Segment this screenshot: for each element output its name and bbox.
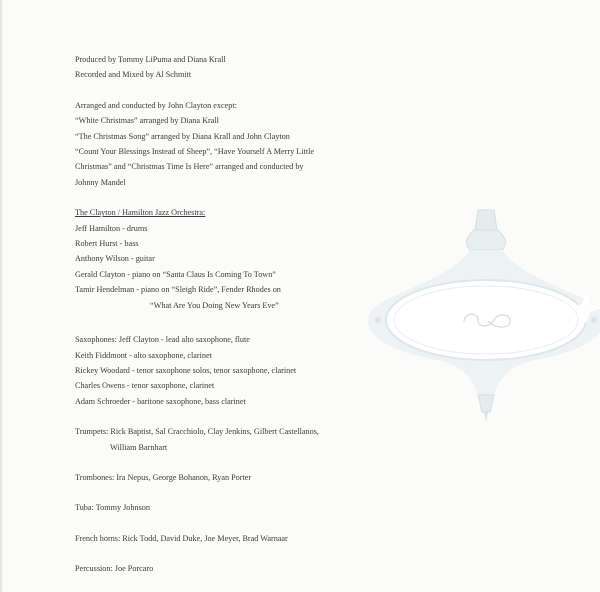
orchestra-member: Gerald Clayton - piano on “Santa Claus Is Coming To Town” <box>75 269 276 279</box>
page-fold-edge <box>0 0 2 592</box>
saxophone-line: Keith Fiddmont - alto saxophone, clarinet <box>75 350 212 360</box>
orchestra-member: Anthony Wilson - guitar <box>75 254 155 264</box>
arrangement-line: “White Christmas” arranged by Diana Krall <box>75 116 219 126</box>
christmas-ornament-icon <box>366 200 600 430</box>
tuba-line: Tuba: Tommy Johnson <box>75 503 150 513</box>
credits-block <box>75 52 395 577</box>
trumpets-line: Trumpets: Rick Baptist, Sal Cracchiolo, Clay Jenkins, Gilbert Castellanos, <box>75 427 319 437</box>
orchestra-member: “What Are You Doing New Years Eve” <box>150 300 279 310</box>
arrangement-line: Arranged and conducted by John Clayton except: <box>75 100 237 110</box>
saxophone-line: Rickey Woodard - tenor saxophone solos, tenor saxophone, clarinet <box>75 365 297 375</box>
saxophone-line: Adam Schroeder - baritone saxophone, bass clarinet <box>75 396 246 406</box>
orchestra-member: Jeff Hamilton - drums <box>75 223 148 233</box>
arrangement-line: “Count Your Blessings Instead of Sheep”, “Have Yourself A Merry Little <box>75 147 314 157</box>
saxophone-line: Charles Owens - tenor saxophone, clarinet <box>75 381 215 391</box>
trombones-line: Trombones: Ira Nepus, George Bohanon, Ryan Porter <box>75 472 252 482</box>
arrangement-line: “The Christmas Song” arranged by Diana Krall and John Clayton <box>75 131 290 141</box>
arrangement-line: Johnny Mandel <box>75 177 126 187</box>
arrangement-line: Christmas” and “Christmas Time Is Here” arranged and conducted by <box>75 162 304 172</box>
percussion-line: Percussion: Joe Porcaro <box>75 564 154 574</box>
saxophone-line: Saxophones: Jeff Clayton - lead alto saxophone, flute <box>75 335 250 345</box>
french-horns-line: French horns: Rick Todd, David Duke, Joe Meyer, Brad Warnaar <box>75 533 288 543</box>
trumpets-line: William Barnhart <box>110 442 168 452</box>
orchestra-heading: The Clayton / Hamilton Jazz Orchestra: <box>75 208 206 218</box>
production-credit: Produced by Tommy LiPuma and Diana Krall <box>75 55 226 64</box>
orchestra-member: Robert Hurst - bass <box>75 239 139 249</box>
orchestra-member: Tamir Hendelman - piano on “Sleigh Ride”, Fender Rhodes on <box>75 285 281 295</box>
mixing-credit: Recorded and Mixed by Al Schmitt <box>75 70 192 80</box>
